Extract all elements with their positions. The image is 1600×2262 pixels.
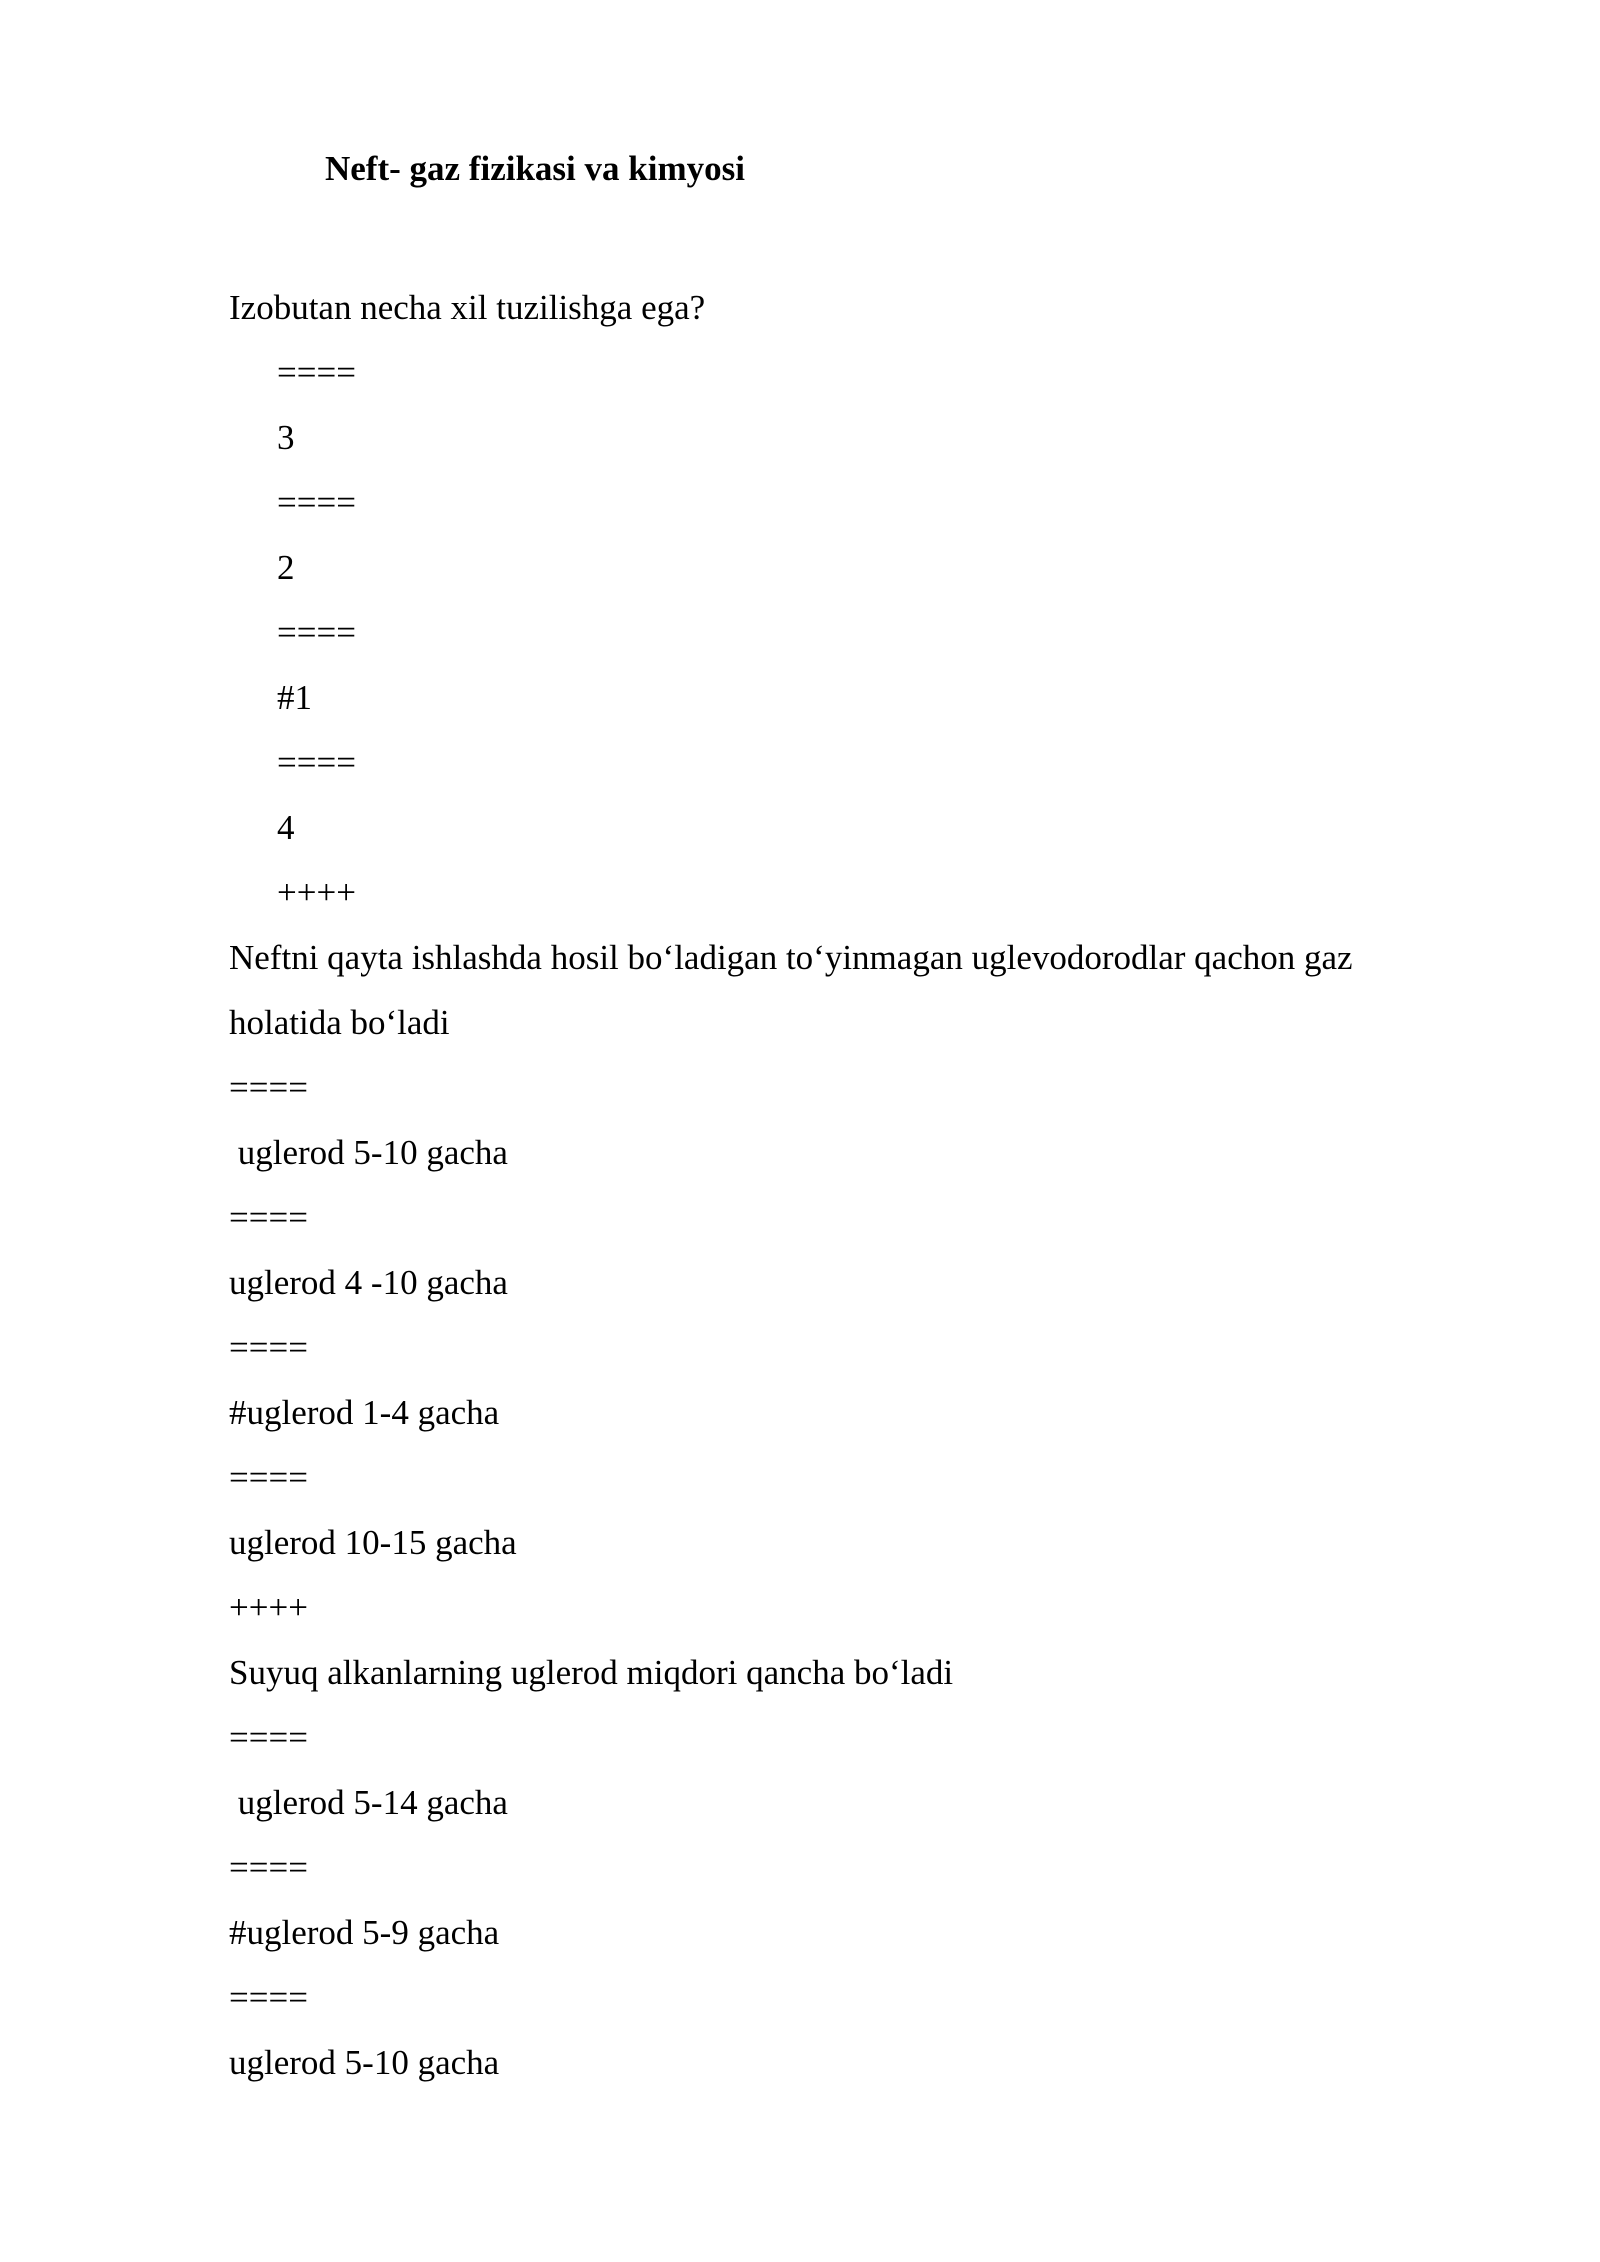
q2-option-3-correct: #uglerod 1-4 gacha — [229, 1393, 500, 1432]
q3-separator-3: ==== — [229, 1978, 308, 2017]
question-1-text: Izobutan necha xil tuzilishga ega? — [229, 288, 706, 327]
q2-separator-3: ==== — [229, 1328, 308, 1367]
q3-option-2-correct: #uglerod 5-9 gacha — [229, 1913, 500, 1952]
q2-separator-1: ==== — [229, 1068, 308, 1107]
q3-option-1: uglerod 5-14 gacha — [229, 1783, 508, 1822]
q1-separator-3: ==== — [277, 613, 356, 652]
q3-separator-2: ==== — [229, 1848, 308, 1887]
q2-option-1: uglerod 5-10 gacha — [229, 1133, 508, 1172]
q1-option-1: 3 — [277, 418, 295, 457]
q2-option-4: uglerod 10-15 gacha — [229, 1523, 517, 1562]
question-2-text-line-2: holatida bo‘ladi — [229, 1003, 450, 1042]
q1-option-3-correct: #1 — [277, 678, 312, 717]
question-2-text-line-1: Neftni qayta ishlashda hosil bo‘ladigan to‘yinmagan uglevodorodlar qachon gaz — [229, 938, 1353, 977]
q2-separator-2: ==== — [229, 1198, 308, 1237]
question-3-text: Suyuq alkanlarning uglerod miqdori qancha bo‘ladi — [229, 1653, 954, 1692]
q3-option-3: uglerod 5-10 gacha — [229, 2043, 500, 2082]
q3-separator-1: ==== — [229, 1718, 308, 1757]
q2-option-2: uglerod 4 -10 gacha — [229, 1263, 508, 1302]
document-title: Neft- gaz fizikasi va kimyosi — [325, 149, 745, 188]
q1-option-2: 2 — [277, 548, 295, 587]
q2-end-marker: ++++ — [229, 1588, 308, 1627]
q1-separator-2: ==== — [277, 483, 356, 522]
q2-separator-4: ==== — [229, 1458, 308, 1497]
q1-separator-1: ==== — [277, 353, 356, 392]
q1-end-marker: ++++ — [277, 873, 356, 912]
q1-separator-4: ==== — [277, 743, 356, 782]
q1-option-4: 4 — [277, 808, 295, 847]
question-list — [229, 275, 1479, 2095]
